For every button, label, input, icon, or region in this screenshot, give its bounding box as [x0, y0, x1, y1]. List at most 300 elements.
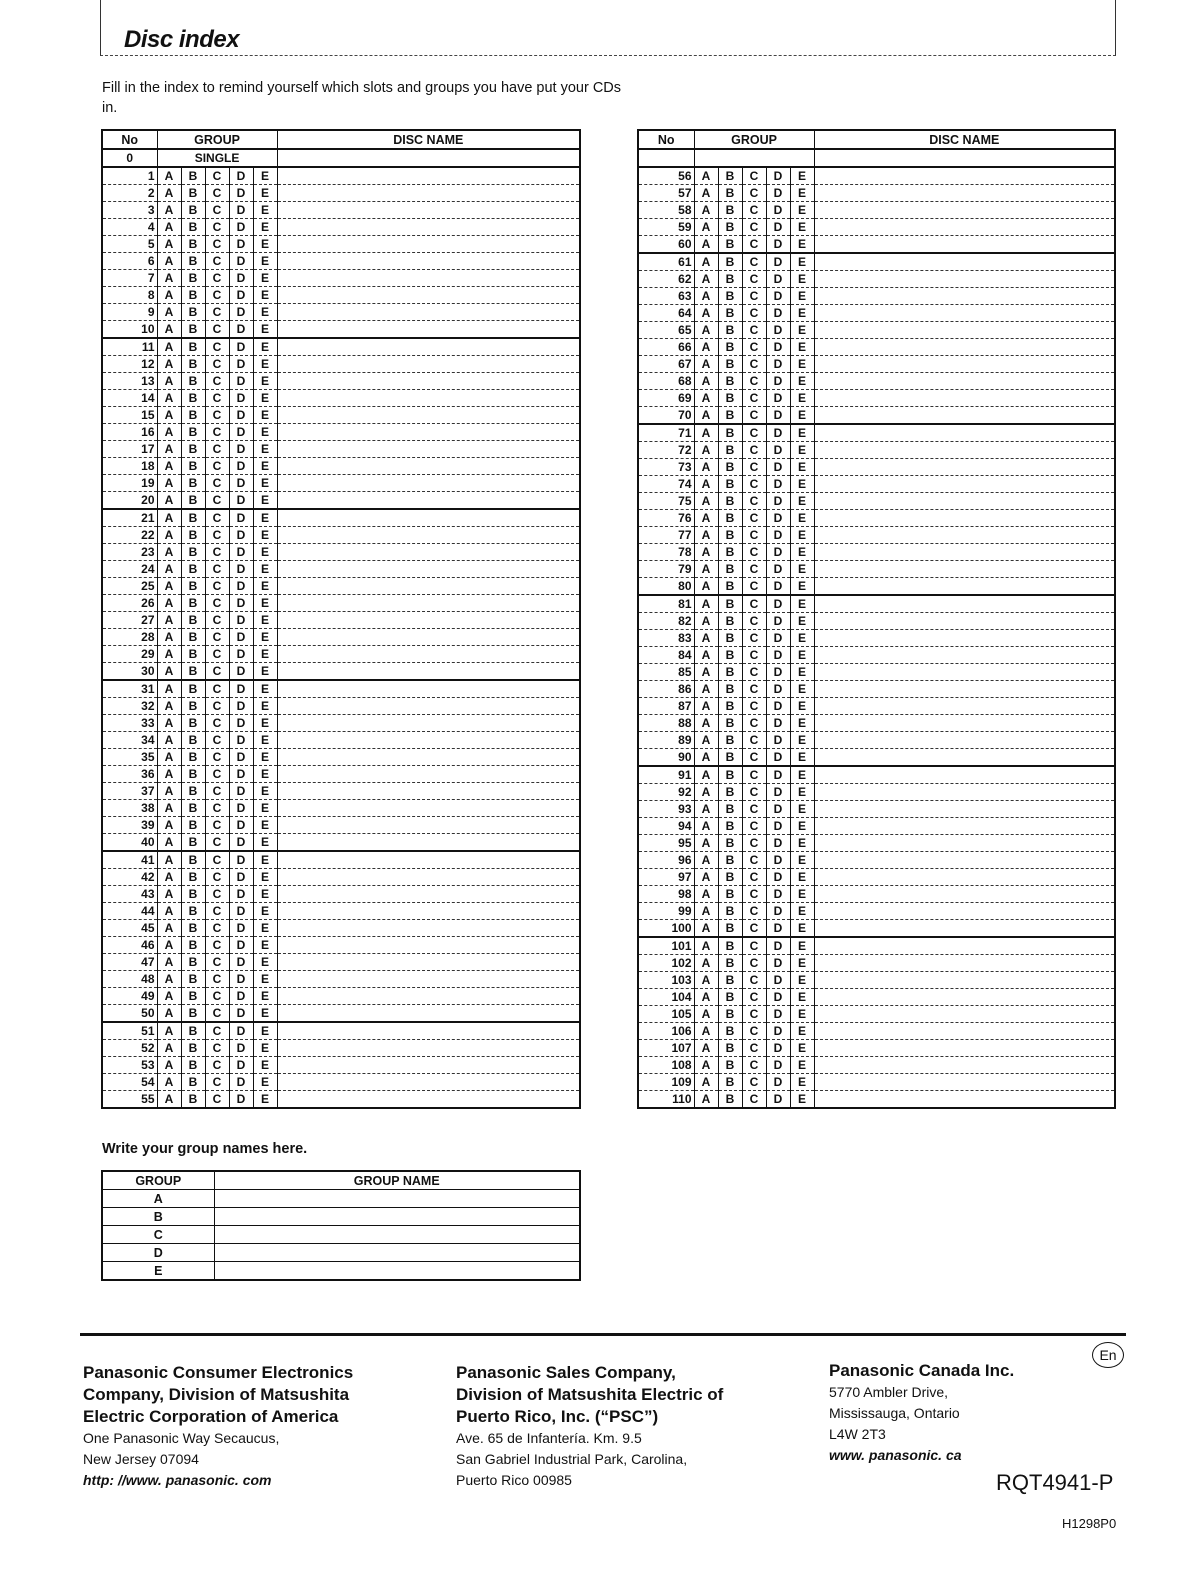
disc-name-field[interactable]: [277, 886, 580, 903]
group-option-b[interactable]: B: [718, 595, 742, 613]
group-option-b[interactable]: B: [181, 869, 205, 886]
disc-name-field[interactable]: [277, 149, 580, 167]
group-option-e[interactable]: E: [253, 817, 277, 834]
disc-name-field[interactable]: [814, 647, 1115, 664]
group-option-e[interactable]: E: [253, 338, 277, 356]
group-option-c[interactable]: C: [742, 801, 766, 818]
group-option-b[interactable]: B: [181, 1005, 205, 1023]
group-option-c[interactable]: C: [205, 441, 229, 458]
group-option-a[interactable]: A: [157, 766, 181, 783]
group-option-b[interactable]: B: [181, 920, 205, 937]
group-option-d[interactable]: D: [766, 989, 790, 1006]
group-option-d[interactable]: D: [766, 390, 790, 407]
group-option-c[interactable]: C: [742, 339, 766, 356]
disc-name-field[interactable]: [814, 766, 1115, 784]
group-option-e[interactable]: E: [790, 784, 814, 801]
group-option-b[interactable]: B: [718, 869, 742, 886]
group-option-c[interactable]: C: [205, 167, 229, 185]
group-option-a[interactable]: A: [157, 612, 181, 629]
disc-name-field[interactable]: [814, 698, 1115, 715]
group-name-field[interactable]: [214, 1244, 580, 1262]
group-option-c[interactable]: C: [742, 1040, 766, 1057]
disc-name-field[interactable]: [814, 972, 1115, 989]
group-option-a[interactable]: A: [694, 578, 718, 596]
group-option-e[interactable]: E: [790, 955, 814, 972]
group-option-c[interactable]: C: [205, 1005, 229, 1023]
group-option-c[interactable]: C: [742, 459, 766, 476]
group-option-e[interactable]: E: [253, 202, 277, 219]
group-option-d[interactable]: D: [229, 869, 253, 886]
group-option-a[interactable]: A: [694, 955, 718, 972]
group-option-c[interactable]: C: [742, 852, 766, 869]
group-option-e[interactable]: E: [253, 1074, 277, 1091]
group-option-a[interactable]: A: [157, 595, 181, 612]
group-option-e[interactable]: E: [790, 852, 814, 869]
group-option-c[interactable]: C: [205, 715, 229, 732]
group-option-d[interactable]: D: [229, 390, 253, 407]
group-option-d[interactable]: D: [229, 783, 253, 800]
group-option-d[interactable]: D: [766, 510, 790, 527]
group-option-e[interactable]: E: [790, 219, 814, 236]
disc-name-field[interactable]: [277, 595, 580, 612]
group-option-a[interactable]: A: [694, 681, 718, 698]
group-option-d[interactable]: D: [766, 442, 790, 459]
group-option-c[interactable]: C: [742, 288, 766, 305]
group-option-b[interactable]: B: [181, 629, 205, 646]
group-option-e[interactable]: E: [790, 595, 814, 613]
group-option-b[interactable]: B: [718, 219, 742, 236]
group-option-a[interactable]: A: [694, 613, 718, 630]
group-option-b[interactable]: B: [718, 698, 742, 715]
group-option-c[interactable]: C: [205, 253, 229, 270]
disc-name-field[interactable]: [814, 1040, 1115, 1057]
group-option-c[interactable]: C: [742, 664, 766, 681]
group-option-d[interactable]: D: [229, 475, 253, 492]
group-option-b[interactable]: B: [718, 442, 742, 459]
disc-name-field[interactable]: [814, 818, 1115, 835]
group-option-b[interactable]: B: [718, 852, 742, 869]
group-option-e[interactable]: E: [790, 236, 814, 254]
disc-name-field[interactable]: [277, 971, 580, 988]
disc-name-field[interactable]: [814, 749, 1115, 767]
group-option-e[interactable]: E: [790, 903, 814, 920]
group-option-a[interactable]: A: [694, 561, 718, 578]
group-option-c[interactable]: C: [742, 1091, 766, 1109]
disc-name-field[interactable]: [277, 236, 580, 253]
group-option-c[interactable]: C: [742, 681, 766, 698]
group-option-d[interactable]: D: [766, 1057, 790, 1074]
group-option-d[interactable]: D: [229, 612, 253, 629]
group-option-c[interactable]: C: [205, 783, 229, 800]
group-option-b[interactable]: B: [181, 698, 205, 715]
group-option-d[interactable]: D: [766, 920, 790, 938]
disc-name-field[interactable]: [277, 1057, 580, 1074]
group-option-c[interactable]: C: [205, 390, 229, 407]
group-option-c[interactable]: C: [205, 561, 229, 578]
group-option-c[interactable]: C: [742, 544, 766, 561]
disc-name-field[interactable]: [277, 783, 580, 800]
group-option-d[interactable]: D: [229, 492, 253, 510]
group-option-a[interactable]: A: [157, 287, 181, 304]
group-option-e[interactable]: E: [253, 219, 277, 236]
disc-name-field[interactable]: [277, 202, 580, 219]
group-option-c[interactable]: C: [742, 424, 766, 442]
disc-name-field[interactable]: [277, 492, 580, 510]
group-option-e[interactable]: E: [253, 612, 277, 629]
group-option-d[interactable]: D: [229, 595, 253, 612]
group-option-c[interactable]: C: [742, 1006, 766, 1023]
group-option-b[interactable]: B: [181, 612, 205, 629]
group-option-d[interactable]: D: [229, 561, 253, 578]
group-option-b[interactable]: B: [181, 1091, 205, 1109]
group-option-d[interactable]: D: [229, 1022, 253, 1040]
group-option-b[interactable]: B: [181, 834, 205, 852]
group-option-e[interactable]: E: [253, 407, 277, 424]
group-option-a[interactable]: A: [694, 253, 718, 271]
group-option-b[interactable]: B: [718, 493, 742, 510]
group-option-d[interactable]: D: [229, 321, 253, 339]
group-option-d[interactable]: D: [766, 886, 790, 903]
group-option-d[interactable]: D: [766, 818, 790, 835]
group-option-b[interactable]: B: [718, 955, 742, 972]
group-option-a[interactable]: A: [157, 509, 181, 527]
group-option-a[interactable]: A: [694, 459, 718, 476]
group-option-d[interactable]: D: [766, 698, 790, 715]
group-option-d[interactable]: D: [766, 167, 790, 185]
group-option-c[interactable]: C: [205, 527, 229, 544]
group-option-d[interactable]: D: [766, 784, 790, 801]
group-option-a[interactable]: A: [694, 664, 718, 681]
group-option-d[interactable]: D: [229, 509, 253, 527]
group-option-d[interactable]: D: [766, 766, 790, 784]
disc-name-field[interactable]: [277, 680, 580, 698]
group-option-a[interactable]: A: [157, 732, 181, 749]
group-option-c[interactable]: C: [205, 817, 229, 834]
group-option-d[interactable]: D: [766, 407, 790, 425]
group-option-e[interactable]: E: [253, 698, 277, 715]
group-option-d[interactable]: D: [229, 663, 253, 681]
group-option-d[interactable]: D: [766, 493, 790, 510]
group-option-e[interactable]: E: [790, 937, 814, 955]
group-option-d[interactable]: D: [766, 219, 790, 236]
group-option-c[interactable]: C: [205, 903, 229, 920]
group-option-d[interactable]: D: [766, 527, 790, 544]
group-option-b[interactable]: B: [181, 373, 205, 390]
group-option-a[interactable]: A: [157, 185, 181, 202]
group-option-d[interactable]: D: [229, 219, 253, 236]
group-option-c[interactable]: C: [205, 270, 229, 287]
group-option-b[interactable]: B: [718, 835, 742, 852]
group-option-b[interactable]: B: [181, 783, 205, 800]
group-option-e[interactable]: E: [790, 510, 814, 527]
group-option-b[interactable]: B: [181, 287, 205, 304]
group-option-d[interactable]: D: [229, 167, 253, 185]
group-option-a[interactable]: A: [157, 356, 181, 373]
group-option-b[interactable]: B: [718, 185, 742, 202]
group-option-e[interactable]: E: [253, 954, 277, 971]
disc-name-field[interactable]: [277, 578, 580, 595]
group-option-d[interactable]: D: [229, 646, 253, 663]
group-option-a[interactable]: A: [694, 185, 718, 202]
group-option-a[interactable]: A: [157, 373, 181, 390]
group-option-b[interactable]: B: [718, 527, 742, 544]
group-option-e[interactable]: E: [790, 664, 814, 681]
group-option-b[interactable]: B: [181, 236, 205, 253]
group-option-e[interactable]: E: [790, 920, 814, 938]
group-option-a[interactable]: A: [157, 646, 181, 663]
disc-name-field[interactable]: [814, 442, 1115, 459]
group-option-e[interactable]: E: [790, 1023, 814, 1040]
group-option-c[interactable]: C: [742, 647, 766, 664]
group-option-c[interactable]: C: [742, 989, 766, 1006]
group-option-b[interactable]: B: [718, 1057, 742, 1074]
disc-name-field[interactable]: [277, 869, 580, 886]
group-option-b[interactable]: B: [718, 561, 742, 578]
group-option-d[interactable]: D: [766, 271, 790, 288]
group-option-e[interactable]: E: [253, 715, 277, 732]
disc-name-field[interactable]: [814, 595, 1115, 613]
group-option-d[interactable]: D: [766, 424, 790, 442]
disc-name-field[interactable]: [277, 527, 580, 544]
group-option-b[interactable]: B: [181, 544, 205, 561]
disc-name-field[interactable]: [277, 321, 580, 339]
group-option-c[interactable]: C: [205, 886, 229, 903]
group-option-d[interactable]: D: [229, 1074, 253, 1091]
group-option-d[interactable]: D: [766, 1074, 790, 1091]
disc-name-field[interactable]: [277, 356, 580, 373]
group-option-e[interactable]: E: [790, 613, 814, 630]
group-option-d[interactable]: D: [229, 287, 253, 304]
disc-name-field[interactable]: [814, 784, 1115, 801]
group-option-e[interactable]: E: [253, 749, 277, 766]
group-option-c[interactable]: C: [205, 937, 229, 954]
group-option-c[interactable]: C: [742, 1074, 766, 1091]
group-option-e[interactable]: E: [253, 629, 277, 646]
group-option-c[interactable]: C: [205, 356, 229, 373]
disc-name-field[interactable]: [814, 493, 1115, 510]
group-option-a[interactable]: A: [157, 1040, 181, 1057]
group-option-d[interactable]: D: [229, 202, 253, 219]
disc-name-field[interactable]: [277, 407, 580, 424]
disc-name-field[interactable]: [814, 202, 1115, 219]
group-option-e[interactable]: E: [790, 561, 814, 578]
group-option-d[interactable]: D: [766, 681, 790, 698]
group-name-field[interactable]: [214, 1190, 580, 1208]
group-option-b[interactable]: B: [718, 407, 742, 425]
group-option-c[interactable]: C: [742, 527, 766, 544]
group-option-b[interactable]: B: [181, 356, 205, 373]
group-option-c[interactable]: C: [742, 167, 766, 185]
group-option-a[interactable]: A: [157, 988, 181, 1005]
group-option-e[interactable]: E: [790, 356, 814, 373]
group-option-d[interactable]: D: [229, 424, 253, 441]
group-option-a[interactable]: A: [157, 680, 181, 698]
group-option-e[interactable]: E: [253, 424, 277, 441]
group-option-a[interactable]: A: [157, 800, 181, 817]
disc-name-field[interactable]: [814, 167, 1115, 185]
group-option-b[interactable]: B: [181, 817, 205, 834]
group-option-b[interactable]: B: [181, 424, 205, 441]
group-option-a[interactable]: A: [694, 305, 718, 322]
disc-name-field[interactable]: [814, 613, 1115, 630]
group-option-a[interactable]: A: [694, 202, 718, 219]
disc-name-field[interactable]: [814, 236, 1115, 254]
group-option-d[interactable]: D: [229, 185, 253, 202]
group-option-a[interactable]: A: [694, 715, 718, 732]
disc-name-field[interactable]: [277, 732, 580, 749]
disc-name-field[interactable]: [814, 681, 1115, 698]
group-option-e[interactable]: E: [253, 253, 277, 270]
group-option-d[interactable]: D: [229, 1005, 253, 1023]
group-option-b[interactable]: B: [181, 663, 205, 681]
group-option-a[interactable]: A: [694, 544, 718, 561]
group-option-e[interactable]: E: [253, 270, 277, 287]
disc-name-field[interactable]: [277, 646, 580, 663]
disc-name-field[interactable]: [277, 698, 580, 715]
disc-name-field[interactable]: [277, 1074, 580, 1091]
group-option-c[interactable]: C: [205, 834, 229, 852]
group-option-e[interactable]: E: [253, 663, 277, 681]
group-option-d[interactable]: D: [766, 1091, 790, 1109]
group-name-field[interactable]: [214, 1262, 580, 1281]
group-option-e[interactable]: E: [253, 903, 277, 920]
disc-name-field[interactable]: [277, 185, 580, 202]
group-option-e[interactable]: E: [253, 834, 277, 852]
disc-name-field[interactable]: [277, 937, 580, 954]
group-option-d[interactable]: D: [766, 544, 790, 561]
group-option-d[interactable]: D: [229, 766, 253, 783]
group-option-e[interactable]: E: [790, 681, 814, 698]
group-option-e[interactable]: E: [253, 321, 277, 339]
group-option-a[interactable]: A: [694, 972, 718, 989]
group-option-b[interactable]: B: [718, 424, 742, 442]
group-option-b[interactable]: B: [718, 253, 742, 271]
disc-name-field[interactable]: [277, 544, 580, 561]
group-option-c[interactable]: C: [742, 886, 766, 903]
disc-name-field[interactable]: [814, 715, 1115, 732]
group-option-b[interactable]: B: [718, 578, 742, 596]
group-option-a[interactable]: A: [694, 424, 718, 442]
group-option-c[interactable]: C: [205, 595, 229, 612]
group-option-a[interactable]: A: [694, 732, 718, 749]
group-option-c[interactable]: C: [742, 185, 766, 202]
group-option-b[interactable]: B: [181, 1074, 205, 1091]
group-option-d[interactable]: D: [229, 1040, 253, 1057]
group-option-c[interactable]: C: [205, 185, 229, 202]
disc-name-field[interactable]: [277, 475, 580, 492]
group-option-c[interactable]: C: [742, 442, 766, 459]
group-option-c[interactable]: C: [742, 595, 766, 613]
group-option-e[interactable]: E: [790, 424, 814, 442]
group-option-e[interactable]: E: [790, 578, 814, 596]
group-option-e[interactable]: E: [253, 800, 277, 817]
disc-name-field[interactable]: [814, 886, 1115, 903]
group-option-c[interactable]: C: [205, 544, 229, 561]
group-option-d[interactable]: D: [766, 236, 790, 254]
group-option-c[interactable]: C: [205, 509, 229, 527]
disc-name-field[interactable]: [814, 185, 1115, 202]
disc-name-field[interactable]: [277, 1091, 580, 1109]
group-option-e[interactable]: E: [253, 475, 277, 492]
group-option-b[interactable]: B: [718, 339, 742, 356]
group-option-a[interactable]: A: [157, 202, 181, 219]
group-option-d[interactable]: D: [229, 236, 253, 253]
group-option-a[interactable]: A: [157, 219, 181, 236]
group-option-a[interactable]: A: [157, 441, 181, 458]
group-option-a[interactable]: A: [157, 338, 181, 356]
group-option-b[interactable]: B: [181, 954, 205, 971]
group-option-a[interactable]: A: [157, 561, 181, 578]
group-option-e[interactable]: E: [253, 783, 277, 800]
disc-name-field[interactable]: [277, 390, 580, 407]
group-option-b[interactable]: B: [718, 544, 742, 561]
group-option-c[interactable]: C: [742, 937, 766, 955]
group-option-c[interactable]: C: [742, 322, 766, 339]
group-option-e[interactable]: E: [253, 869, 277, 886]
group-option-e[interactable]: E: [253, 732, 277, 749]
group-option-e[interactable]: E: [253, 527, 277, 544]
group-option-c[interactable]: C: [205, 287, 229, 304]
group-option-a[interactable]: A: [157, 475, 181, 492]
group-option-a[interactable]: A: [157, 834, 181, 852]
disc-name-field[interactable]: [277, 1040, 580, 1057]
group-option-a[interactable]: A: [157, 920, 181, 937]
group-option-e[interactable]: E: [790, 972, 814, 989]
group-option-b[interactable]: B: [718, 1091, 742, 1109]
group-option-d[interactable]: D: [229, 903, 253, 920]
group-option-d[interactable]: D: [766, 202, 790, 219]
group-option-c[interactable]: C: [205, 458, 229, 475]
disc-name-field[interactable]: [814, 835, 1115, 852]
group-option-d[interactable]: D: [229, 458, 253, 475]
group-option-e[interactable]: E: [790, 373, 814, 390]
group-option-c[interactable]: C: [205, 492, 229, 510]
group-option-e[interactable]: E: [790, 527, 814, 544]
group-option-e[interactable]: E: [253, 287, 277, 304]
disc-name-field[interactable]: [814, 253, 1115, 271]
disc-name-field[interactable]: [277, 1022, 580, 1040]
group-option-d[interactable]: D: [766, 630, 790, 647]
group-option-a[interactable]: A: [694, 1006, 718, 1023]
group-option-b[interactable]: B: [181, 595, 205, 612]
group-option-a[interactable]: A: [694, 442, 718, 459]
disc-name-field[interactable]: [814, 630, 1115, 647]
group-option-a[interactable]: A: [157, 886, 181, 903]
group-option-e[interactable]: E: [253, 356, 277, 373]
group-option-c[interactable]: C: [742, 784, 766, 801]
disc-name-field[interactable]: [814, 322, 1115, 339]
group-option-d[interactable]: D: [766, 253, 790, 271]
disc-name-field[interactable]: [277, 458, 580, 475]
group-option-a[interactable]: A: [157, 783, 181, 800]
group-option-e[interactable]: E: [790, 715, 814, 732]
group-option-d[interactable]: D: [766, 322, 790, 339]
group-option-b[interactable]: B: [718, 886, 742, 903]
group-option-b[interactable]: B: [718, 1040, 742, 1057]
group-option-c[interactable]: C: [205, 1040, 229, 1057]
group-option-d[interactable]: D: [229, 253, 253, 270]
group-option-c[interactable]: C: [205, 202, 229, 219]
group-option-b[interactable]: B: [181, 749, 205, 766]
disc-name-field[interactable]: [814, 732, 1115, 749]
group-option-d[interactable]: D: [229, 270, 253, 287]
group-option-e[interactable]: E: [790, 801, 814, 818]
group-option-e[interactable]: E: [790, 271, 814, 288]
disc-name-field[interactable]: [814, 476, 1115, 493]
disc-name-field[interactable]: [814, 271, 1115, 288]
group-option-e[interactable]: E: [790, 253, 814, 271]
group-option-c[interactable]: C: [205, 373, 229, 390]
